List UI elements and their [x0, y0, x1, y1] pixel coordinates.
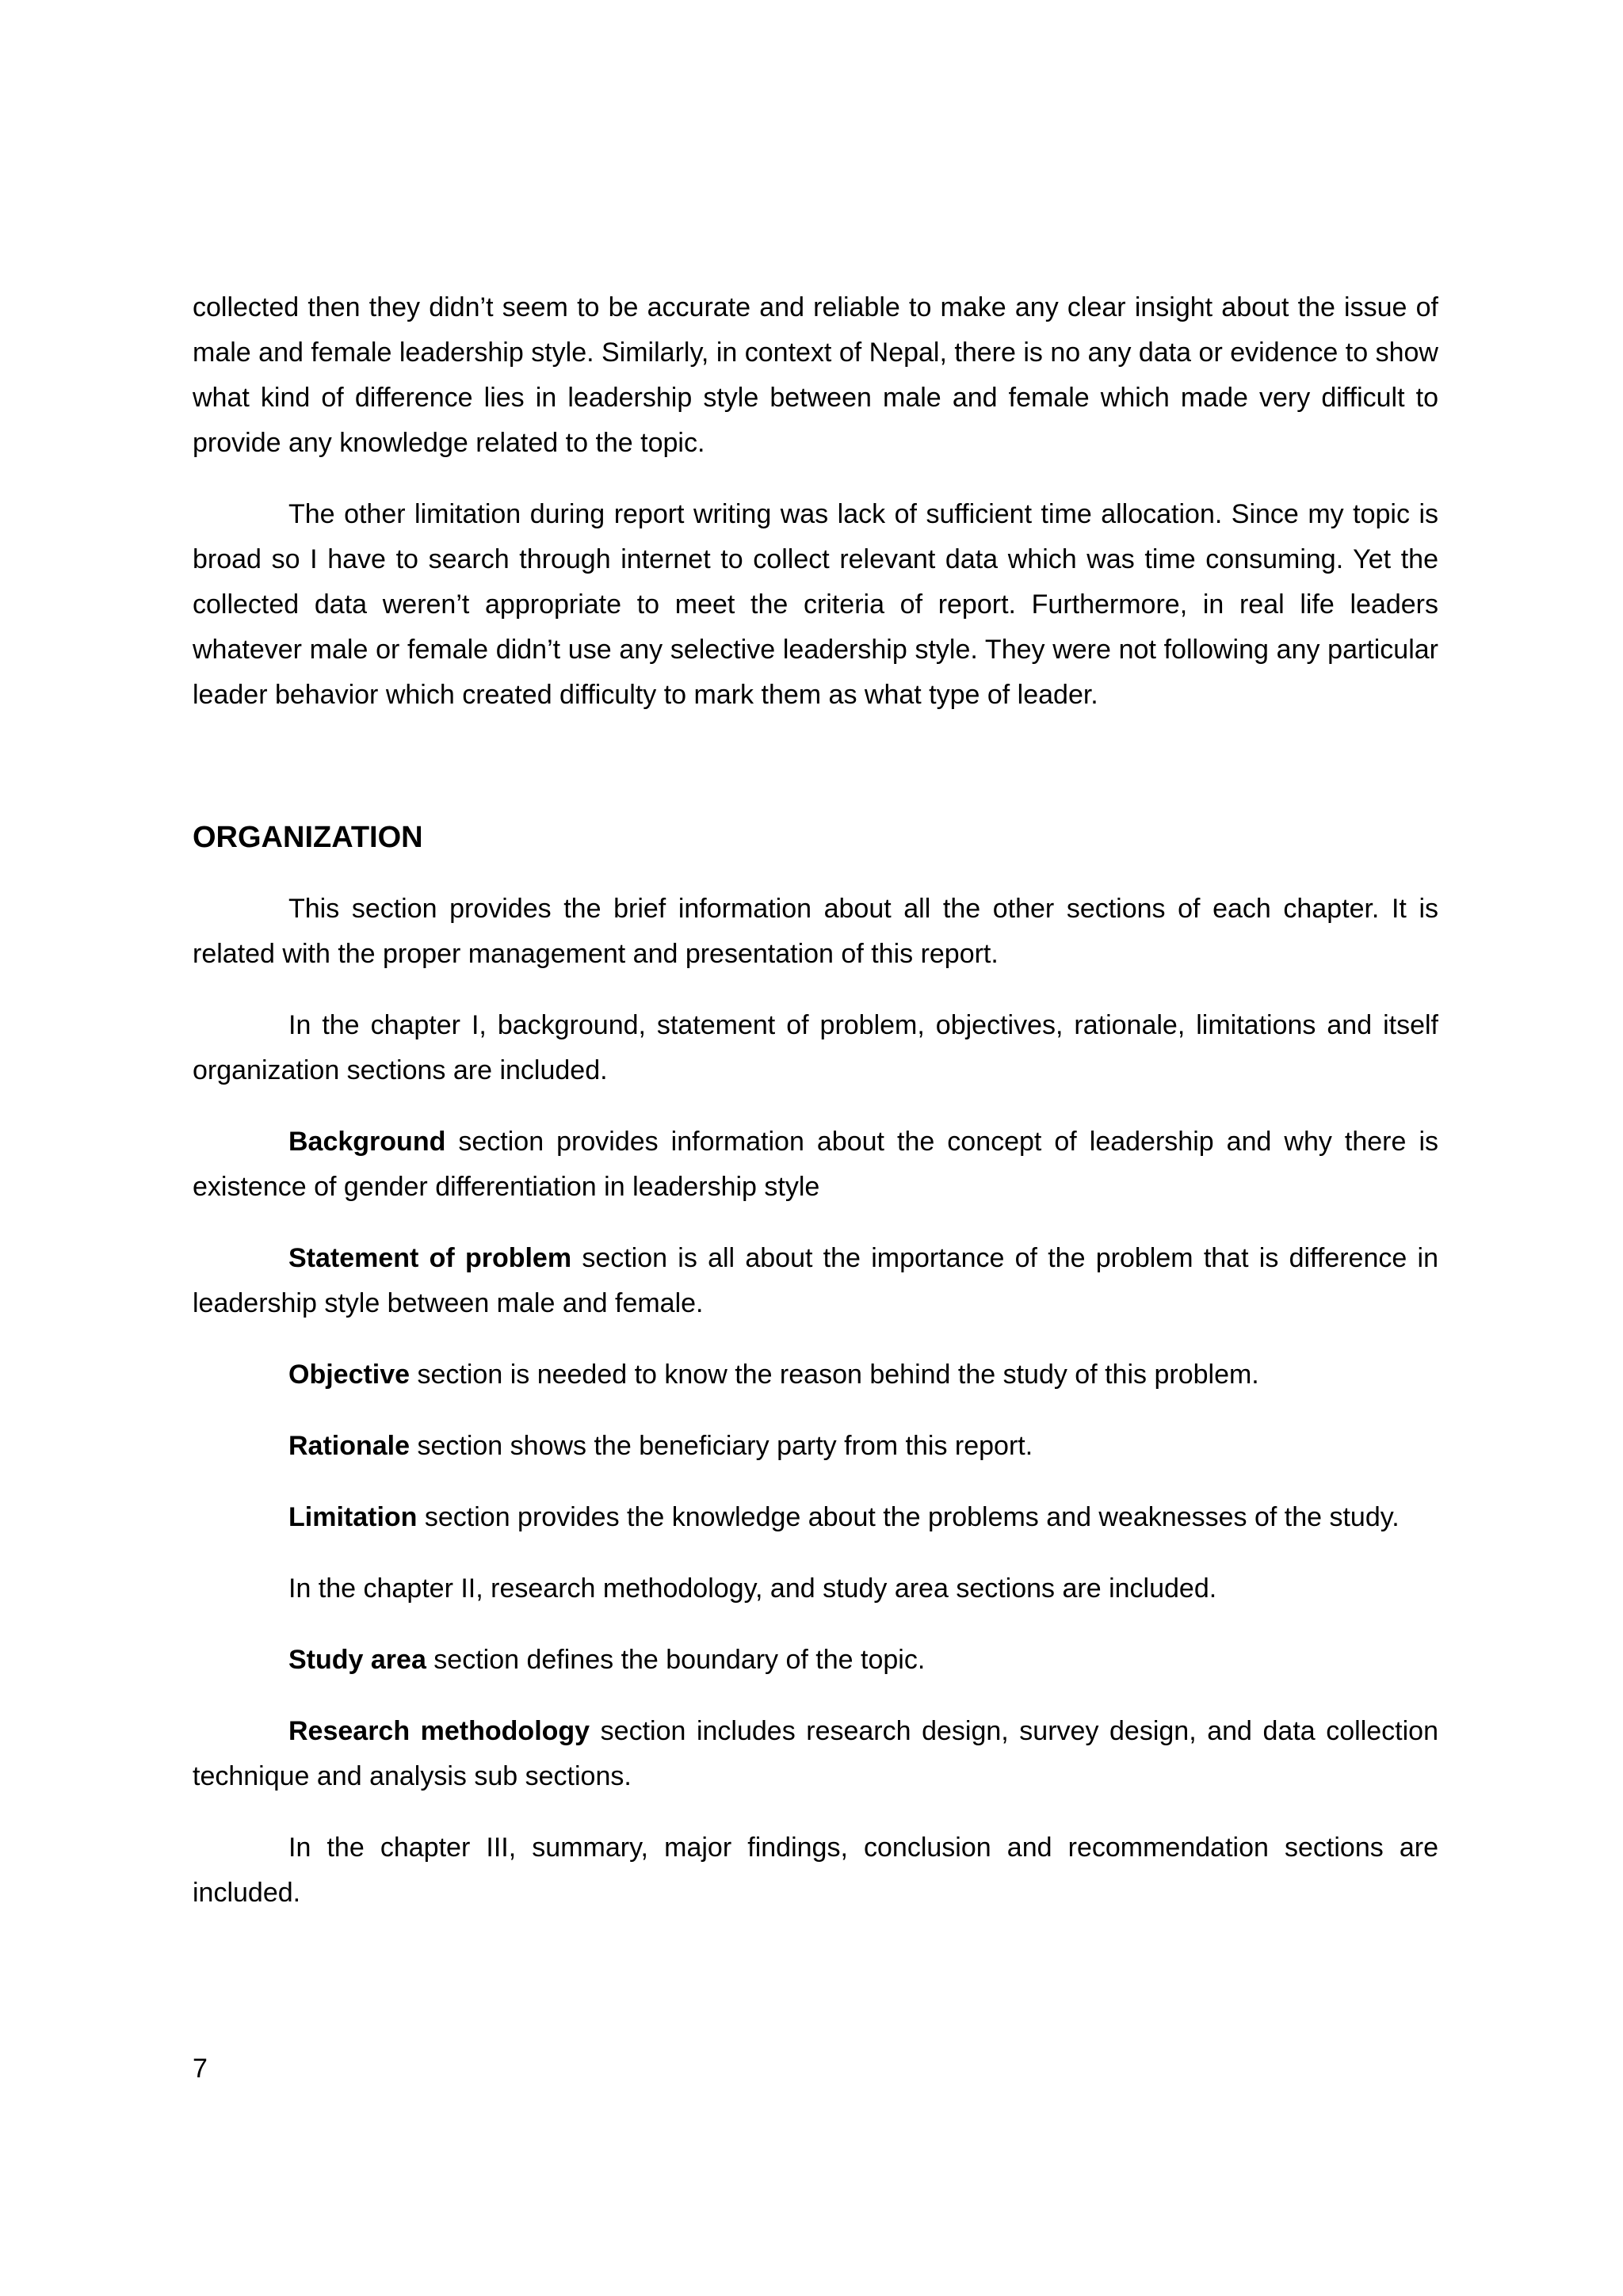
page-number: 7: [193, 2054, 208, 2084]
rationale-term: Rationale: [288, 1431, 411, 1461]
organization-intro-paragraph: This section provides the brief information about all the other sections of each chapter. It is related with the proper management and presentation of this report.: [193, 894, 1438, 969]
statement-term: Statement of problem: [288, 1243, 572, 1273]
research-methodology-description: section includes research design, survey design, and data collection technique and analysis sub sections.: [193, 1716, 1438, 1791]
objective-description: section is needed to know the reason behind the study of this problem.: [410, 1360, 1259, 1390]
chapter-one-paragraph: In the chapter I, background, statement of problem, objectives, rationale, limitations and itself organization sections are included.: [193, 1010, 1438, 1085]
background-term: Background: [288, 1127, 446, 1157]
chapter-two-paragraph: In the chapter II, research methodology, and study area sections are included.: [288, 1573, 1217, 1604]
section-heading: ORGANIZATION: [193, 821, 423, 854]
background-description: section provides information about the concept of leadership and why there is existence of gender differentiation in leadership style: [193, 1127, 1438, 1202]
objective-item: [193, 1352, 1438, 1398]
statement-item: [193, 1236, 1438, 1326]
document-page: [193, 285, 1438, 1942]
statement-description: section is all about the importance of the problem that is difference in leadership style between male and female.: [193, 1243, 1438, 1318]
limitation-item: [193, 1495, 1438, 1540]
background-item: [193, 1119, 1438, 1210]
time-limitation-paragraph: The other limitation during report writing was lack of sufficient time allocation. Since my topic is broad so I have to search through internet to collect relevant data which was time consuming. Yet the collected data weren’t appropriate to meet the criteria of report. Furthermore, in real life leaders whatever male or female didn’t use any selective leadership style. They were not following any particular leader behavior which created difficulty to mark them as what type of leader.: [193, 499, 1438, 710]
study-area-description: section defines the boundary of the topic.: [426, 1645, 926, 1675]
chapter-three-paragraph: In the chapter III, summary, major findings, conclusion and recommendation sections are included.: [193, 1833, 1438, 1908]
objective-term: Objective: [288, 1360, 411, 1390]
research-methodology-term: Research methodology: [288, 1716, 590, 1746]
rationale-description: section shows the beneficiary party from this report.: [410, 1431, 1033, 1461]
continuation-paragraph: collected then they didn’t seem to be accurate and reliable to make any clear insight about the issue of male and female leadership style. Similarly, in context of Nepal, there is no any data or evidence to show what kind of difference lies in leadership style between male and female which made very difficult to provide any knowledge related to the topic.: [193, 292, 1438, 458]
limitation-term: Limitation: [288, 1502, 418, 1532]
spacer: [193, 744, 1438, 815]
rationale-item: [193, 1424, 1438, 1469]
study-area-term: Study area: [288, 1645, 426, 1675]
study-area-item: [193, 1638, 1438, 1683]
limitation-description: section provides the knowledge about the problems and weaknesses of the study.: [417, 1502, 1400, 1532]
research-methodology-item: [193, 1709, 1438, 1799]
